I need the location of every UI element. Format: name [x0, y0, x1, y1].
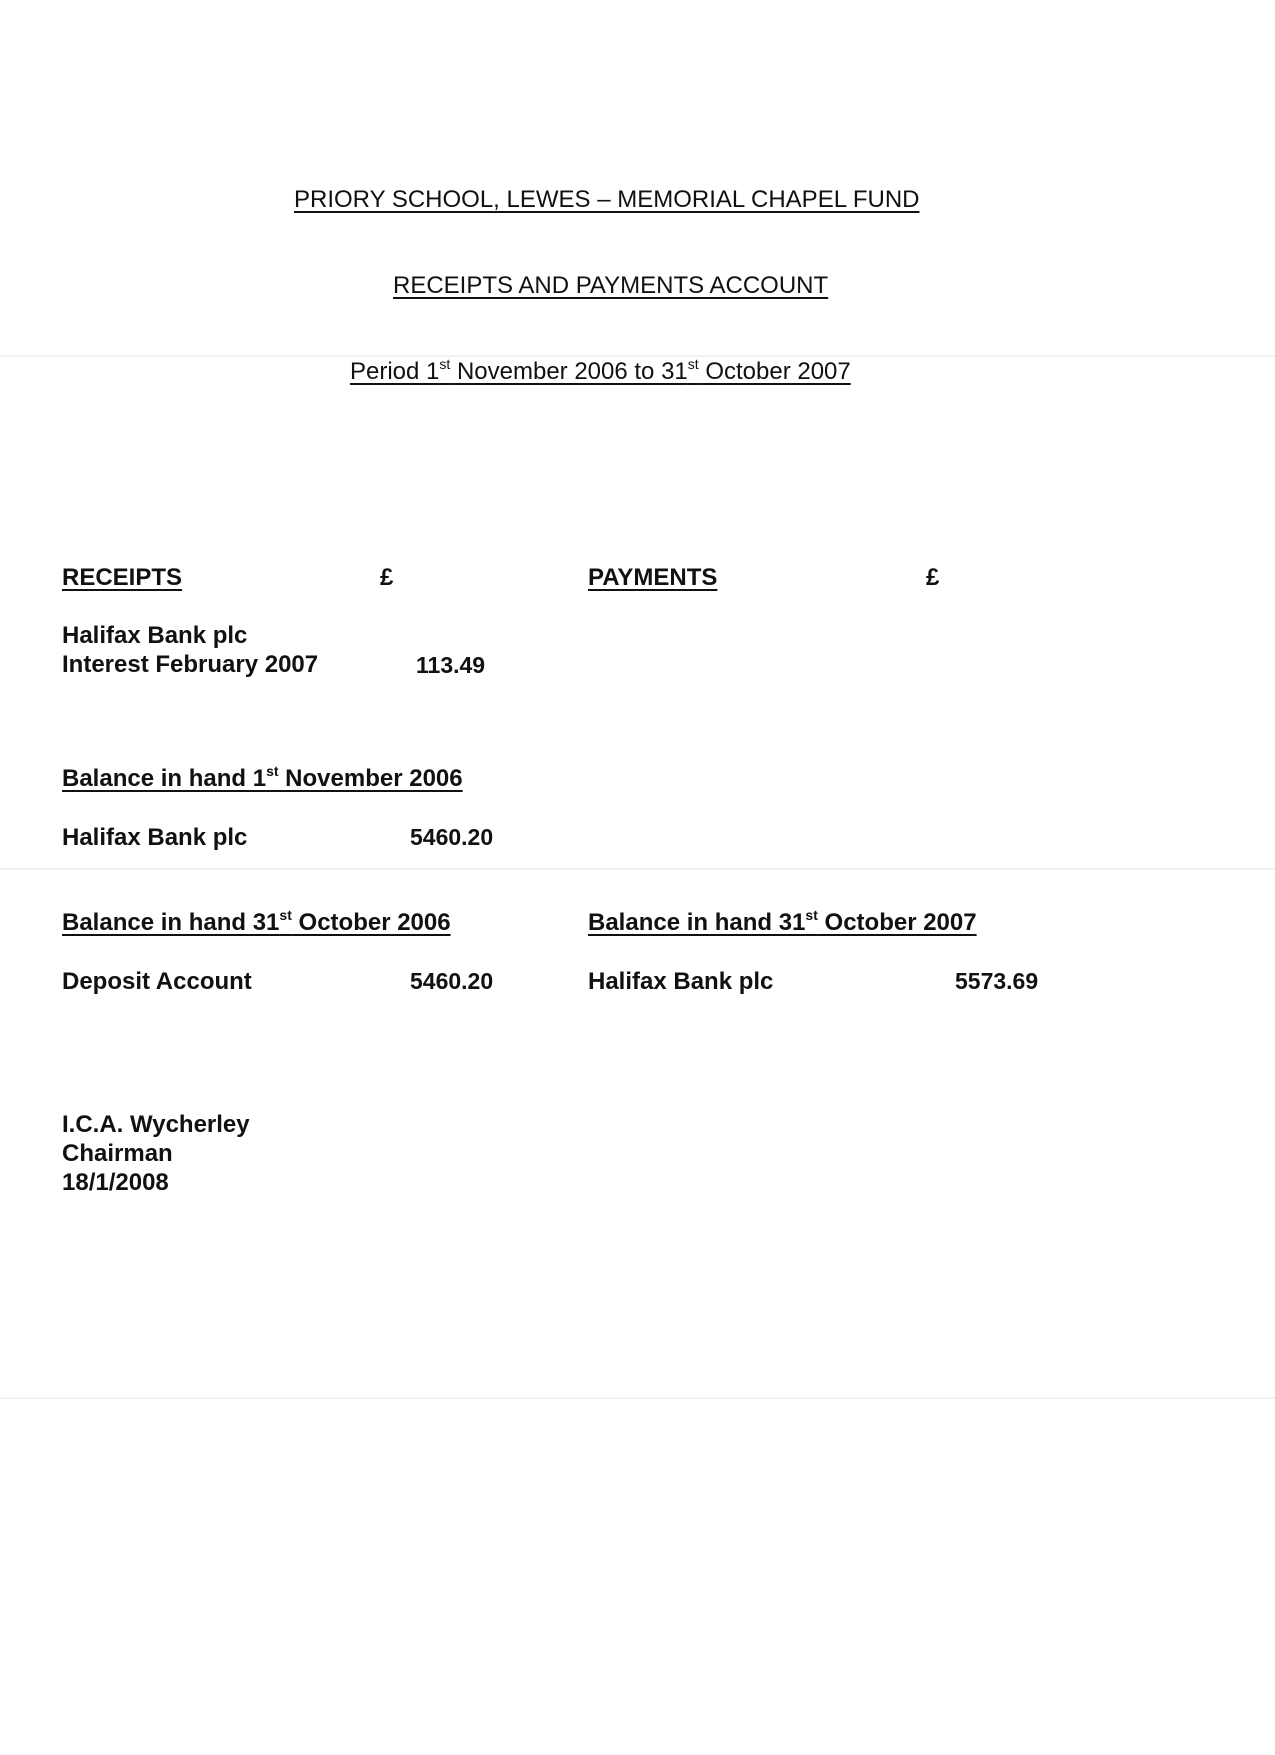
balance-oct-2006-label: Deposit Account — [62, 968, 252, 995]
signature-date: 18/1/2008 — [62, 1169, 169, 1196]
receipt-label-line1: Halifax Bank plc — [62, 622, 248, 649]
balance-oct-2007-heading: Balance in hand 31st October 2007 — [588, 907, 977, 936]
balance-oct-2007-label: Halifax Bank plc — [588, 968, 774, 995]
balance-oct-2006-heading: Balance in hand 31st October 2006 — [62, 907, 451, 936]
balance-nov-2006-label: Halifax Bank plc — [62, 824, 248, 851]
signatory-name: I.C.A. Wycherley — [62, 1111, 250, 1138]
period-line: Period 1st November 2006 to 31st October 2007 — [350, 356, 851, 385]
signatory-role: Chairman — [62, 1140, 173, 1167]
document-title: PRIORY SCHOOL, LEWES – MEMORIAL CHAPEL FUND — [294, 186, 920, 213]
balance-nov-2006-amount: 5460.20 — [410, 824, 494, 850]
balance-oct-2006-amount: 5460.20 — [410, 968, 494, 994]
receipt-amount: 113.49 — [416, 652, 486, 678]
receipt-label-line2: Interest February 2007 — [62, 651, 319, 678]
document-subtitle: RECEIPTS AND PAYMENTS ACCOUNT — [393, 272, 829, 299]
payments-currency: £ — [926, 564, 940, 591]
receipts-heading: RECEIPTS — [62, 564, 183, 591]
receipts-currency: £ — [380, 564, 394, 591]
scan-artifact — [0, 868, 1275, 870]
balance-oct-2007-amount: 5573.69 — [955, 968, 1039, 994]
payments-heading: PAYMENTS — [588, 564, 718, 591]
scan-artifact — [0, 1397, 1275, 1399]
scan-artifact — [0, 355, 1275, 357]
balance-nov-2006-heading: Balance in hand 1st November 2006 — [62, 763, 463, 792]
